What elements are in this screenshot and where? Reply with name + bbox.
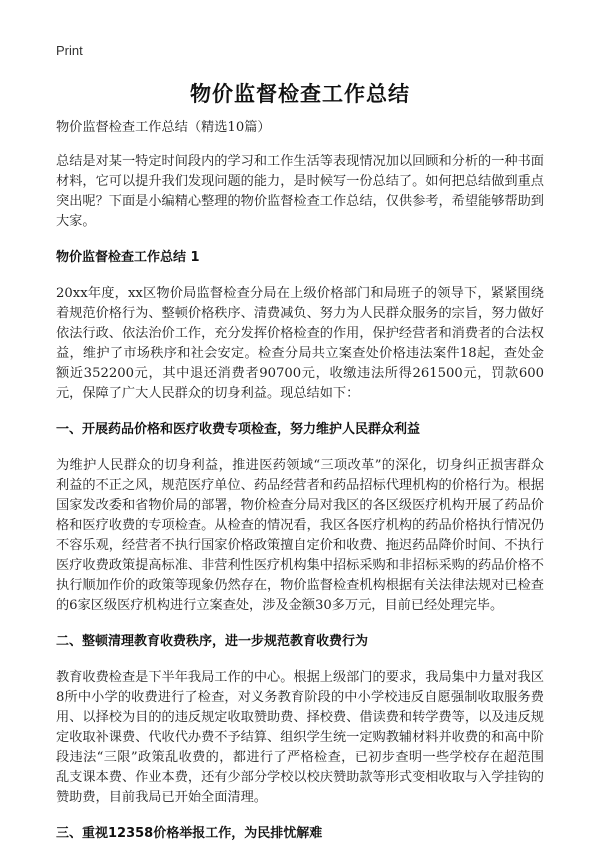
heading-2: 二、整顿清理教育收费秩序，进一步规范教育收费行为 [56, 634, 369, 649]
paragraph-1: 为维护人民群众的切身利益，推进医药领域“三项改革”的深化，切身纠正损害群众利益的不正之风，规范医疗单位、药品经营者和药品招标代理机构的价格行为。根据国家发改委和省物价局的部署，物价检查分局对我区的各区级医疗机构开展了药品价格和医疗收费的专项检查。从检查的情况看，我区各医疗机构的药品价格执行情况仍不容乐观，经营者不执行国家价格政策擅自定价和收费、拖迟药品降价时间、不执行医疗收费政策提高标准、非营利性医疗机构集中招标采购和非招标采购的药品价格不执行顺加作价的政策等现象仍然存在，物价监督检查机构根据有关法律法规对已检查的6家区级医疗机构进行立案查处，涉及金额30多万元，目前已经处理完毕。 [56, 458, 544, 613]
heading-1: 一、开展药品价格和医疗收费专项检查，努力维护人民群众利益 [56, 422, 421, 437]
intro-paragraph: 总结是对某一特定时间段内的学习和工作生活等表现情况加以回顾和分析的一种书面材料，它可以提升我们发现问题的能力，是时候写一份总结了。如何把总结做到重点突出呢？下面是小编精心整理的物价监督检查工作总结，仅供参考，希望能够帮助到大家。 [56, 154, 544, 229]
heading-3: 三、重视12358价格举报工作，为民排忧解难 [56, 826, 323, 841]
section-title: 物价监督检查工作总结 1 [56, 250, 200, 265]
document-body [56, 118, 544, 860]
print-label: Print [56, 43, 83, 58]
document-subtitle: 物价监督检查工作总结（精选10篇） [56, 120, 271, 135]
paragraph-2: 教育收费检查是下半年我局工作的中心。根据上级部门的要求，我局集中力量对我区8所中小学的收费进行了检查，对义务教育阶段的中小学校违反自愿强制收取服务费用、以择校为目的的违反规定收取赞助费、择校费、借读费和转学费等，以及违反规定收取补课费、代收代办费不予结算、组织学生统一定购教辅材料并收费的和高中阶段违法“三限”政策乱收费的，都进行了严格检查，已初步查明一些学校存在超范围乱支课本费、作业本费，还有少部分学校以校庆赞助款等形式变相收取与入学挂钩的赞助费，目前我局已开始全面清理。 [56, 670, 544, 805]
section-intro-paragraph: 20xx年度，xx区物价局监督检查分局在上级价格部门和局班子的领导下，紧紧围绕着规范价格行为、整顿价格秩序、清费减负、努力为人民群众服务的宗旨，努力做好依法行政、依法治价工作，充分发挥价格检查的作用，保护经营者和消费者的合法权益，维护了市场秩序和社会安定。检查分局共立案查处价格违法案件18起，查处金额近352200元，其中退还消费者90700元，收缴违法所得261500元，罚款600元，保障了广大人民群众的切身利益。现总结如下： [56, 286, 544, 401]
page-title: 物价监督检查工作总结 [190, 82, 410, 106]
